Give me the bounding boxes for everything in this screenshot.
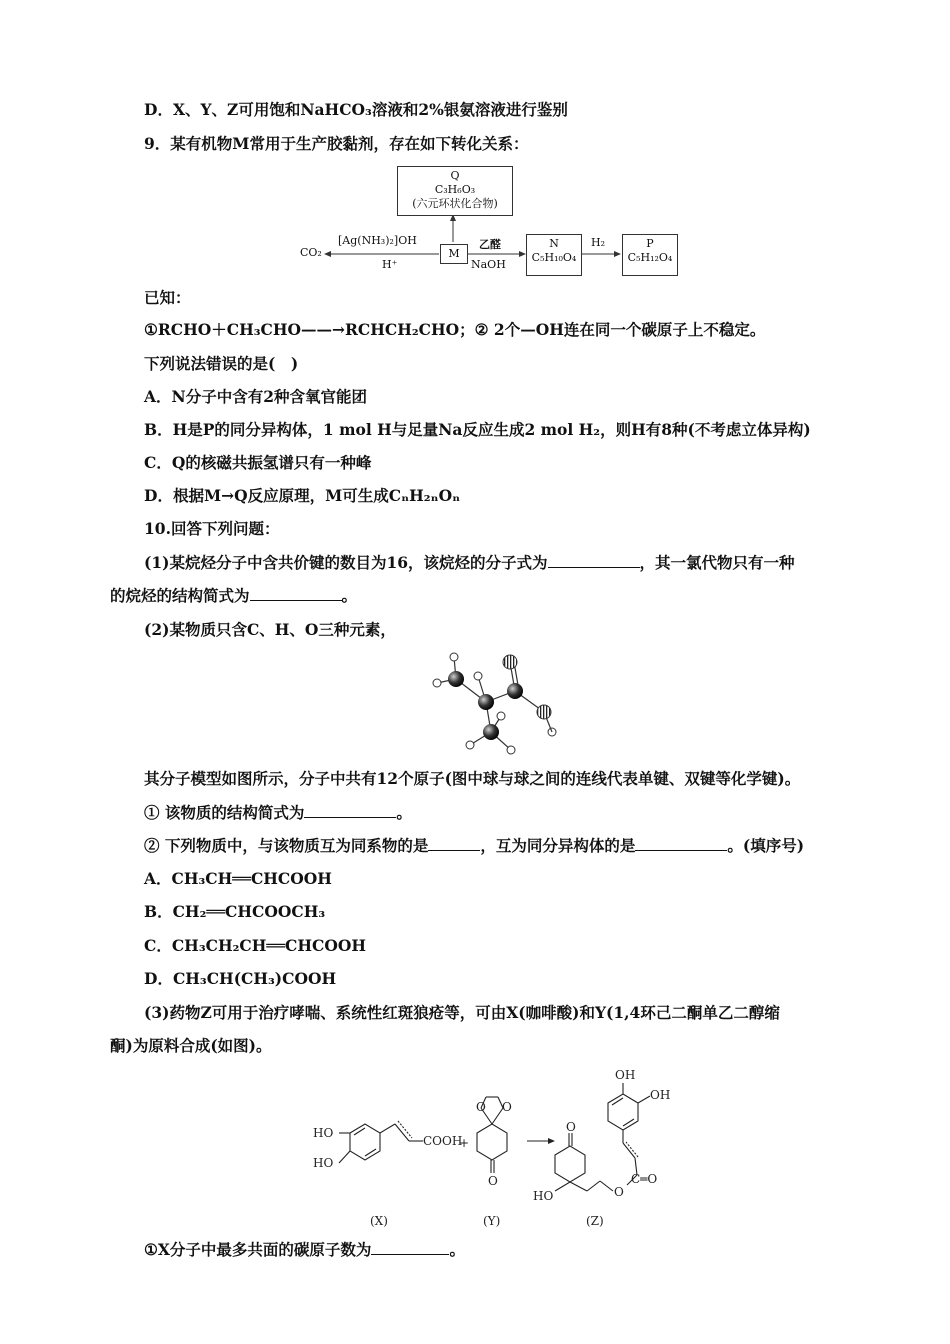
carbon-atom	[483, 724, 499, 740]
oxygen-atom	[537, 705, 551, 719]
q9-box-n	[526, 234, 582, 276]
q10-p2-model: 其分子模型如图所示，分子中共有12个原子(图中球与球之间的连线代表单键、双键等化学键)。	[144, 769, 801, 788]
q10-p3-q1-text: ①X分子中最多共面的碳原子数为	[144, 1240, 372, 1259]
z-carbonyl: C═O	[631, 1172, 658, 1186]
q9-option-b: B．H是P的同分异构体，1 mol H与足量Na反应生成2 mol H₂，则H有8种(不考虑立体异构)	[144, 420, 811, 439]
q9-stem: 9．某有机物M常用于生产胶黏剂，存在如下转化关系：	[144, 134, 529, 153]
q9-question: 下列说法错误的是( )	[144, 354, 299, 373]
q9-reagent2-top: 乙醛	[479, 238, 501, 251]
hydrogen-atom	[497, 712, 505, 720]
q9-m: M	[448, 247, 460, 260]
q9-q-note: (六元环状化合物)	[412, 197, 498, 210]
cyclohexane-ring-y	[477, 1124, 507, 1160]
q9-reagent1-bottom: H⁺	[382, 258, 398, 271]
q10-p3-q1-end: 。	[449, 1240, 465, 1259]
x-ho-top: HO	[313, 1126, 334, 1140]
q9-q-name: Q	[450, 169, 460, 182]
q10-option-a: A．CH₃CH══CHCOOH	[144, 869, 332, 888]
q9-box-m	[440, 244, 468, 264]
q10-p2-q1-text: ① 该物质的结构简式为	[144, 803, 305, 822]
q10-p3-line2: 酮)为原料合成(如图)。	[110, 1036, 272, 1055]
q10-title: 10.回答下列问题：	[144, 519, 280, 538]
answer-blank[interactable]	[304, 803, 396, 818]
q10-p1-line1	[144, 553, 795, 573]
y-o-left: O	[476, 1100, 486, 1114]
y-ketone-o: O	[488, 1174, 498, 1188]
q9-option-c: C．Q的核磁共振氢谱只有一种峰	[144, 453, 372, 472]
q10-p3-line1: (3)药物Z可用于治疗哮喘、系统性红斑狼疮等，可由X(咖啡酸)和Y(1,4环己二酮单乙二醇缩	[144, 1003, 780, 1022]
q9-p-formula: C₅H₁₂O₄	[627, 251, 673, 264]
q9-box-q	[397, 166, 513, 216]
z-ketone-o: O	[566, 1120, 576, 1134]
hydrogen-atom	[474, 672, 482, 680]
q10-p2-q2-a: ② 下列物质中，与该物质互为同系物的是	[144, 836, 429, 855]
z-oh-right: OH	[650, 1088, 671, 1102]
q9-reagent2-bottom: NaOH	[471, 258, 506, 271]
carbon-atom	[478, 694, 494, 710]
carbon-atom	[507, 683, 523, 699]
answer-blank[interactable]	[250, 586, 342, 601]
hydrogen-atom	[433, 679, 441, 687]
q9-box-p	[622, 234, 678, 276]
q9-option-a: A．N分子中含有2种含氧官能团	[144, 387, 367, 406]
q10-p1-line2	[110, 586, 357, 606]
x-cooh: COOH	[423, 1134, 463, 1148]
y-o-right: O	[502, 1100, 512, 1114]
q10-p2-q1	[144, 803, 412, 823]
q10-option-c: C．CH₃CH₂CH══CHCOOH	[144, 936, 366, 955]
ball-and-stick-model	[426, 650, 566, 760]
q10-p2-q1-end: 。	[396, 803, 412, 822]
q10-p2-q2-b: ，互为同分异构体的是	[480, 836, 636, 855]
hydrogen-atom	[450, 653, 458, 661]
q10-p1-b: ，其一氯代物只有一种	[639, 553, 795, 572]
q10-p1-c: 的烷烃的结构简式为	[110, 586, 250, 605]
q9-co2: CO₂	[300, 246, 322, 259]
q8-option-d: D．X、Y、Z可用饱和NaHCO₃溶液和2%银氨溶液进行鉴别	[144, 100, 568, 119]
q9-reagent1-top: [Ag(NH₃)₂]OH	[338, 234, 417, 247]
z-ho: HO	[533, 1189, 554, 1203]
answer-blank[interactable]	[548, 553, 640, 568]
q9-known-title: 已知：	[144, 288, 191, 307]
q10-p2-q2-c: 。(填序号)	[727, 836, 805, 855]
z-ester-o: O	[614, 1185, 624, 1199]
q10-p2-q2	[144, 836, 804, 856]
q10-option-d: D．CH₃CH(CH₃)COOH	[144, 969, 337, 988]
q9-reagent3: H₂	[591, 236, 606, 249]
answer-blank[interactable]	[428, 836, 480, 851]
q9-n-name: N	[549, 237, 559, 250]
q10-p1-a: (1)某烷烃分子中含共价键的数目为16，该烷烃的分子式为	[144, 553, 548, 572]
q9-option-d: D．根据M→Q反应原理，M可生成CₙH₂ₙOₙ	[144, 486, 461, 505]
answer-blank[interactable]	[635, 836, 727, 851]
q9-reaction-diagram	[300, 162, 690, 277]
answer-blank[interactable]	[371, 1240, 449, 1255]
benzene-ring-x	[350, 1124, 380, 1160]
label-z: (Z)	[586, 1214, 604, 1228]
q10-p1-end: 。	[341, 586, 358, 605]
q9-known-text: ①RCHO＋CH₃CHO——→RCHCH₂CHO；② 2个—OH连在同一个碳原子上不稳定。	[144, 320, 766, 339]
hydrogen-atom	[466, 741, 474, 749]
plus-sign: +	[459, 1136, 470, 1150]
oxygen-atom	[503, 655, 517, 669]
hydrogen-atom	[507, 746, 515, 754]
synthesis-scheme	[305, 1063, 695, 1233]
q10-p3-q1	[144, 1240, 465, 1260]
cyclohexane-ring-z	[555, 1146, 585, 1182]
q10-p2: (2)某物质只含C、H、O三种元素，	[144, 620, 396, 639]
label-x: (X)	[370, 1214, 388, 1228]
q9-p-name: P	[646, 237, 654, 250]
q9-n-formula: C₅H₁₀O₄	[531, 251, 577, 264]
carbon-atom	[448, 671, 464, 687]
x-ho-bottom: HO	[313, 1156, 334, 1170]
q9-q-formula: C₃H₆O₃	[434, 183, 476, 196]
label-y: (Y)	[483, 1214, 501, 1228]
benzene-ring-z	[608, 1094, 638, 1130]
q10-option-b: B．CH₂══CHCOOCH₃	[144, 902, 326, 921]
z-oh-top: OH	[615, 1068, 636, 1082]
